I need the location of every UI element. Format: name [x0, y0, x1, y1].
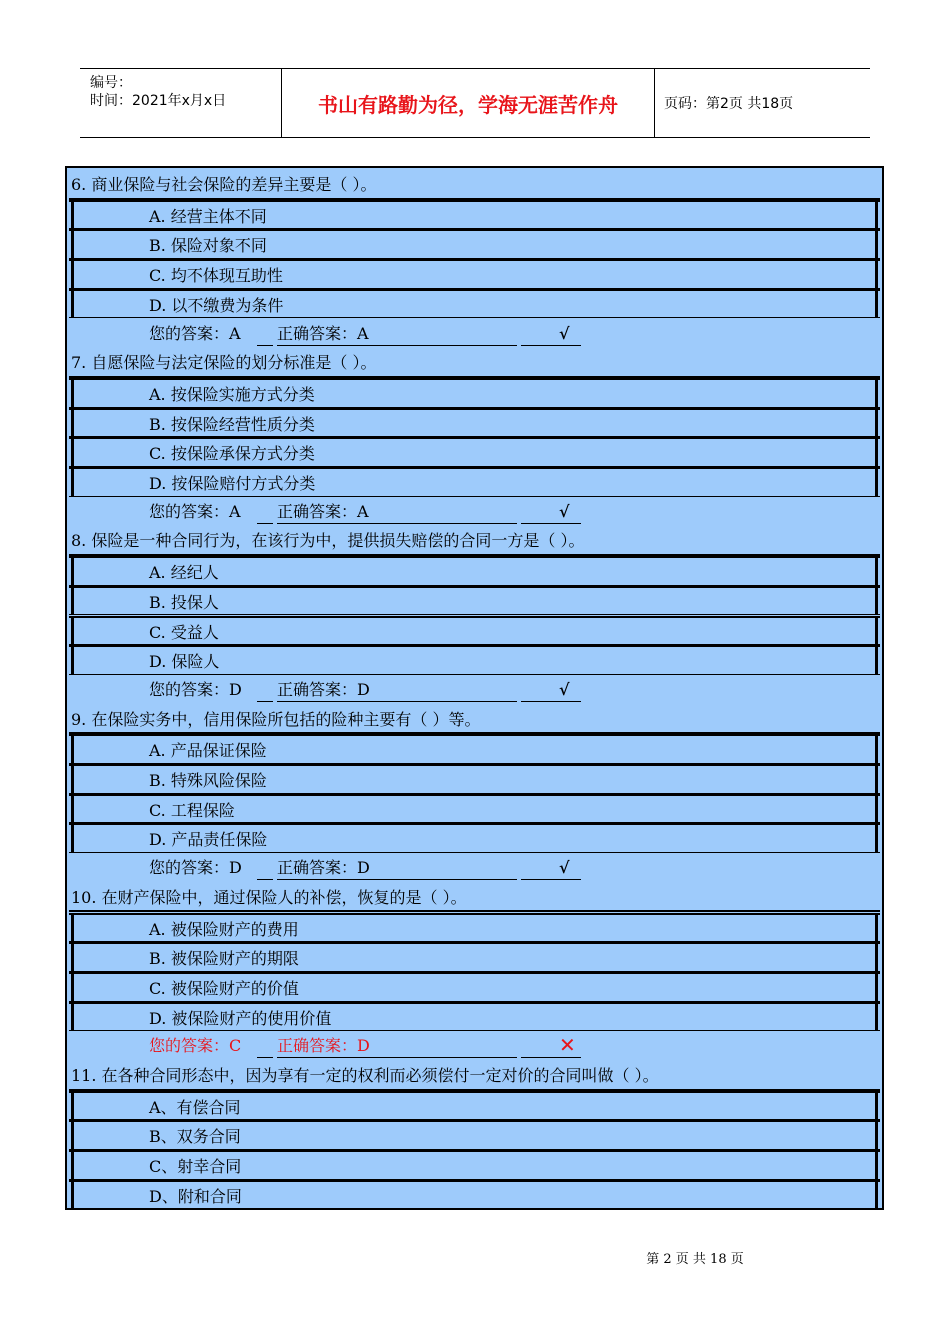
option-text: A. 经纪人 [149, 563, 219, 583]
underline [277, 345, 517, 346]
time-label: 时间：2021年x月x日 [90, 93, 227, 109]
underline [257, 701, 273, 702]
underline [521, 879, 581, 880]
header-meta [80, 69, 282, 137]
answer-result [69, 1031, 880, 1061]
header-page-label: 页码：第2页 共18页 [664, 96, 794, 112]
option-text: A. 产品保证保险 [149, 741, 267, 761]
answer-option[interactable] [69, 437, 880, 467]
correct-answer: 正确答案：D [277, 679, 370, 699]
quiz-block [65, 166, 884, 1210]
answer-option[interactable] [69, 734, 880, 764]
question-stem [69, 526, 880, 556]
option-text: C. 按保险承保方式分类 [149, 444, 315, 464]
underline [521, 523, 581, 524]
answer-option[interactable] [69, 229, 880, 259]
option-text: A. 按保险实施方式分类 [149, 384, 315, 404]
answer-option[interactable] [69, 942, 880, 972]
option-text: D. 保险人 [149, 652, 220, 672]
answer-option[interactable] [69, 378, 880, 408]
option-text: B. 投保人 [149, 592, 219, 612]
option-text: A、有偿合同 [149, 1097, 241, 1117]
option-text: C. 工程保险 [149, 800, 235, 820]
question-text: 9. 在保险实务中，信用保险所包括的险种主要有（ ）等。 [71, 709, 481, 729]
your-answer: 您的答案：A [149, 501, 241, 521]
check-icon: √ [559, 679, 570, 699]
option-text: D. 被保险财产的使用价值 [149, 1008, 332, 1028]
answer-option[interactable] [69, 556, 880, 586]
option-text: C. 受益人 [149, 622, 219, 642]
correct-answer: 正确答案：A [277, 323, 369, 343]
underline [277, 879, 517, 880]
answer-option[interactable] [69, 1002, 880, 1032]
question-stem [69, 883, 880, 913]
option-text: C、射幸合同 [149, 1157, 242, 1177]
option-text: C. 被保险财产的价值 [149, 978, 299, 998]
answer-option[interactable] [69, 1180, 880, 1210]
answer-option[interactable] [69, 467, 880, 497]
answer-option[interactable] [69, 1120, 880, 1150]
option-text: B. 保险对象不同 [149, 236, 267, 256]
answer-option[interactable] [69, 1091, 880, 1121]
check-icon: √ [559, 501, 570, 521]
underline [257, 523, 273, 524]
check-icon: √ [559, 858, 570, 878]
correct-answer: 正确答案：A [277, 501, 369, 521]
option-text: D、附和合同 [149, 1186, 242, 1206]
answer-result [69, 853, 880, 883]
answer-option[interactable] [69, 408, 880, 438]
answer-result [69, 319, 880, 349]
your-answer: 您的答案：C [149, 1036, 242, 1056]
footer-page-number: 第 2 页 共 18 页 [646, 1252, 744, 1267]
page-footer [0, 1248, 950, 1267]
option-text: D. 产品责任保险 [149, 830, 268, 850]
question-text: 6. 商业保险与社会保险的差异主要是（ ）。 [71, 175, 377, 194]
underline [277, 1057, 517, 1058]
correct-answer: 正确答案：D [277, 858, 370, 878]
answer-option[interactable] [69, 616, 880, 646]
option-text: C. 均不体现互助性 [149, 266, 283, 286]
answer-option[interactable] [69, 645, 880, 675]
answer-option[interactable] [69, 794, 880, 824]
answer-option[interactable] [69, 200, 880, 230]
option-text: A. 被保险财产的费用 [149, 919, 299, 939]
answer-option[interactable] [69, 289, 880, 319]
option-text: B. 特殊风险保险 [149, 771, 267, 790]
option-text: A. 经营主体不同 [149, 206, 267, 226]
answer-result [69, 497, 880, 527]
option-text: B、双务合同 [149, 1127, 241, 1147]
page-header [80, 68, 870, 138]
question-stem [69, 170, 880, 200]
header-motto: 书山有路勤为径，学海无涯苦作舟 [282, 69, 655, 137]
question-stem [69, 348, 880, 378]
option-text: D. 以不缴费为条件 [149, 295, 284, 315]
underline [521, 345, 581, 346]
underline [257, 345, 273, 346]
your-answer: 您的答案：D [149, 679, 242, 699]
option-text: D. 按保险赔付方式分类 [149, 474, 316, 493]
number-label: 编号： [90, 75, 132, 91]
question-stem [69, 1061, 880, 1091]
cross-icon: ✕ [559, 1033, 576, 1058]
option-text: B. 被保险财产的期限 [149, 949, 299, 969]
your-answer: 您的答案：D [149, 858, 242, 878]
underline [277, 701, 517, 702]
answer-option[interactable] [69, 764, 880, 794]
correct-answer: 正确答案：D [277, 1036, 370, 1056]
your-answer: 您的答案：A [149, 323, 241, 343]
question-text: 10. 在财产保险中，通过保险人的补偿，恢复的是（ ）。 [71, 887, 467, 907]
underline [277, 523, 517, 524]
answer-option[interactable] [69, 913, 880, 943]
answer-option[interactable] [69, 259, 880, 289]
option-text: B. 按保险经营性质分类 [149, 414, 315, 434]
answer-option[interactable] [69, 972, 880, 1002]
question-text: 7. 自愿保险与法定保险的划分标准是（ ）。 [71, 353, 377, 373]
question-text: 11. 在各种合同形态中，因为享有一定的权利而必须偿付一定对价的合同叫做（ ）。 [71, 1066, 659, 1085]
question-text: 8. 保险是一种合同行为，在该行为中，提供损失赔偿的合同一方是（ ）。 [71, 531, 585, 551]
question-stem [69, 705, 880, 735]
answer-option[interactable] [69, 823, 880, 853]
answer-option[interactable] [69, 1150, 880, 1180]
underline [257, 879, 273, 880]
answer-option[interactable] [69, 586, 880, 616]
answer-result [69, 675, 880, 705]
underline [521, 701, 581, 702]
check-icon: √ [559, 323, 570, 343]
underline [257, 1057, 273, 1058]
